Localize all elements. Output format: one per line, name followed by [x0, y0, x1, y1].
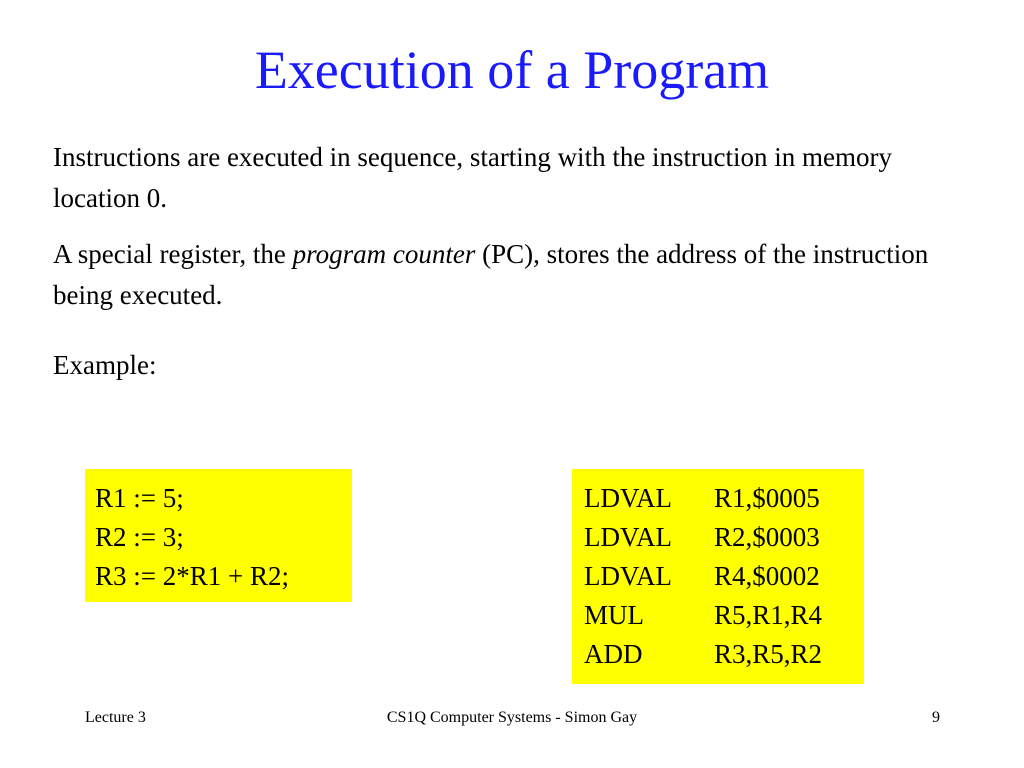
assembly-code-line — [584, 557, 864, 596]
footer-page-number: 9 — [932, 709, 940, 726]
example-label: Example: — [53, 350, 157, 380]
assembly-opcode: MUL — [584, 600, 644, 630]
high-level-code-box — [85, 469, 352, 602]
assembly-opcode: ADD — [584, 639, 643, 669]
assembly-code-line — [584, 635, 864, 674]
high-level-code-line: R3 := 2*R1 + R2; — [95, 561, 289, 591]
paragraph-pc-text-after: (PC), stores the address of the instruction being executed. — [53, 239, 929, 310]
assembly-code-box — [572, 469, 864, 684]
assembly-code-line — [584, 596, 864, 635]
assembly-code-line — [584, 518, 864, 557]
high-level-code-line: R1 := 5; — [95, 483, 184, 513]
high-level-code-line: R2 := 3; — [95, 522, 184, 552]
assembly-opcode: LDVAL — [584, 483, 673, 513]
footer-course-title: CS1Q Computer Systems - Simon Gay — [386, 709, 638, 726]
assembly-operands: R3,R5,R2 — [714, 639, 823, 669]
assembly-operands: R1,$0005 — [714, 483, 820, 513]
slide-title: Execution of a Program — [254, 40, 770, 100]
assembly-code-line — [584, 479, 864, 518]
assembly-operands: R5,R1,R4 — [714, 600, 823, 630]
paragraph-pc-text-before: A special register, the — [53, 239, 293, 269]
paragraph-sequence: Instructions are executed in sequence, starting with the instruction in memory location 0. — [53, 142, 893, 213]
assembly-operands: R2,$0003 — [714, 522, 820, 552]
assembly-operands: R4,$0002 — [714, 561, 820, 591]
paragraph-program-counter — [53, 234, 973, 316]
assembly-opcode: LDVAL — [584, 522, 673, 552]
footer-lecture-label: Lecture 3 — [85, 709, 146, 726]
program-counter-term: program counter — [292, 239, 476, 269]
assembly-opcode: LDVAL — [584, 561, 673, 591]
